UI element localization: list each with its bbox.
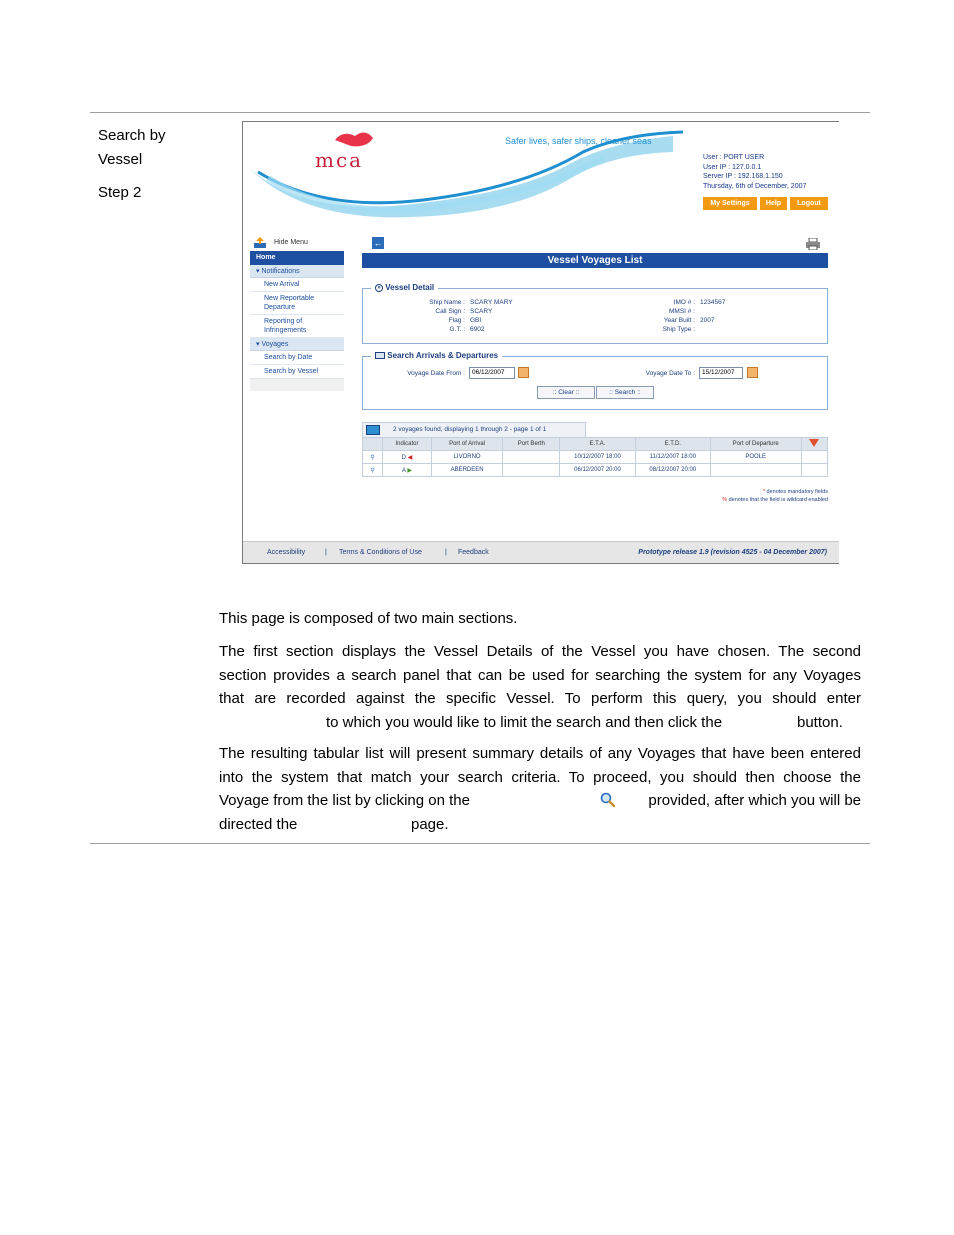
- header-indicator[interactable]: Indicator: [383, 438, 432, 451]
- view-voyage-icon[interactable]: ⚲: [363, 451, 383, 464]
- my-settings-button[interactable]: My Settings: [703, 197, 757, 210]
- side-menu: [250, 235, 344, 391]
- header-port-of-arrival[interactable]: Port of Arrival: [431, 438, 503, 451]
- header-etd[interactable]: E.T.D.: [635, 438, 710, 451]
- footer: [243, 541, 839, 563]
- imo-label: IMO # :: [673, 299, 695, 306]
- bottom-rule: [90, 843, 870, 844]
- flag-value: GBI: [470, 317, 482, 324]
- flag-label: Flag :: [448, 317, 465, 324]
- menu-item-new-reportable-departure[interactable]: New Reportable Departure: [250, 292, 344, 315]
- berth-cell: [503, 464, 560, 477]
- berth-cell: [503, 451, 560, 464]
- header-eta[interactable]: E.T.A.: [560, 438, 636, 451]
- indicator-cell: D ◀: [383, 451, 432, 464]
- date-to-calendar-icon[interactable]: [747, 367, 758, 378]
- user-info: User : PORT USER User IP : 127.0.0.1 Server IP : 192.168.1.150 Thursday, 6th of December, 2007: [703, 154, 807, 190]
- arrival-cell: LIVORNO: [431, 451, 503, 464]
- empty-cell: [801, 451, 827, 464]
- search-button[interactable]: :: Search ::: [596, 386, 654, 399]
- help-button[interactable]: Help: [760, 197, 787, 210]
- departure-arrow-icon: ◀: [407, 454, 413, 461]
- results-summary-tab: 2 voyages found, displaying 1 through 2 - page 1 of 1: [362, 422, 586, 437]
- date-to-input[interactable]: 15/12/2007: [699, 367, 743, 379]
- paragraph-3: The resulting tabular list will present summary details of any Voyages that have been entered into the system that match your search criteria. To proceed, you should then choose the Voyage from the list by clicking on the provided, after which you will be directed the page.: [219, 745, 861, 833]
- wildcard-note: % denotes that the field is wildcard enabled: [722, 497, 828, 503]
- hide-menu-icon: [254, 237, 266, 248]
- calendar-list-icon: [375, 352, 385, 359]
- imo-value: 1234567: [700, 299, 726, 306]
- menu-home[interactable]: Home: [250, 251, 344, 265]
- menu-voyages[interactable]: ▾ Voyages: [250, 338, 344, 351]
- gt-label: G.T. :: [449, 326, 465, 333]
- ship-name-value: SCARY MARY: [470, 299, 513, 306]
- release-info: Prototype release 1.9 (revision 4525 - 04 December 2007): [638, 549, 827, 556]
- arrival-cell: ABERDEEN: [431, 464, 503, 477]
- vessel-detail-legend: » Vessel Detail: [371, 282, 438, 294]
- menu-item-search-by-date[interactable]: Search by Date: [250, 351, 344, 365]
- etd-cell: 11/12/2007 18:00: [635, 451, 710, 464]
- menu-item-reporting-of-infringements[interactable]: Reporting of Infringements: [250, 315, 344, 338]
- year-built-value: 2007: [700, 317, 715, 324]
- call-sign-label: Call Sign :: [435, 308, 465, 315]
- step-title: Search by Vessel: [98, 127, 166, 168]
- printer-icon[interactable]: [806, 237, 820, 249]
- year-built-label: Year Built :: [663, 317, 695, 324]
- call-sign-value: SCARY: [470, 308, 493, 315]
- menu-item-new-arrival[interactable]: New Arrival: [250, 278, 344, 292]
- indicator-cell: A ▶: [383, 464, 432, 477]
- date-from-input[interactable]: 06/12/2007: [469, 367, 515, 379]
- hide-menu-button[interactable]: Hide Menu: [250, 235, 344, 251]
- table-header-row: [363, 438, 828, 451]
- departure-cell: POOLE: [710, 451, 801, 464]
- gt-value: 6902: [470, 326, 485, 333]
- search-panel: [362, 351, 828, 410]
- top-rule: [90, 112, 870, 113]
- app-screenshot: [242, 121, 839, 564]
- monitor-icon: [366, 425, 380, 435]
- table-row: [363, 451, 828, 464]
- page-title: Vessel Voyages List: [362, 253, 828, 268]
- date-to-label: Voyage Date To :: [645, 370, 695, 377]
- table-row: [363, 464, 828, 477]
- date-from-calendar-icon[interactable]: [518, 367, 529, 378]
- slogan: Safer lives, safer ships, cleaner seas: [505, 136, 652, 146]
- footer-link-accessibility[interactable]: Accessibility: [267, 549, 306, 556]
- date-from-label: Voyage Date From :: [407, 370, 465, 377]
- menu-item-search-by-vessel[interactable]: Search by Vessel: [250, 365, 344, 379]
- step-number: Step 2: [98, 184, 142, 201]
- search-panel-legend: Search Arrivals & Departures: [371, 350, 502, 362]
- ship-type-label: Ship Type :: [662, 326, 695, 333]
- paragraph-1: This page is composed of two main sections.: [219, 610, 518, 627]
- footer-link-terms[interactable]: Terms & Conditions of Use: [339, 549, 422, 556]
- header-port-berth[interactable]: Port Berth: [503, 438, 560, 451]
- departure-cell: [710, 464, 801, 477]
- arrival-arrow-icon: ▶: [407, 467, 412, 474]
- view-voyage-icon[interactable]: ⚲: [363, 464, 383, 477]
- etd-cell: 08/12/2007 20:00: [635, 464, 710, 477]
- clear-button[interactable]: :: Clear ::: [537, 386, 595, 399]
- mandatory-note: * denotes mandatory fields: [762, 489, 828, 495]
- magnifier-icon: [600, 792, 616, 808]
- footer-separator: |: [445, 549, 447, 556]
- menu-fill: [250, 379, 344, 391]
- footer-link-feedback[interactable]: Feedback: [458, 549, 489, 556]
- paragraph-2: The first section displays the Vessel Details of the Vessel you have chosen. The second section provides a search panel that can be used for searching the system for any Voyages that are recorded against the specific Vessel. To perform this query, you should enter to which you would like to limit the search and then click the button.: [219, 643, 861, 731]
- mmsi-label: MMSI # :: [668, 308, 695, 315]
- eta-cell: 06/12/2007 20:00: [560, 464, 636, 477]
- header-view: [363, 438, 383, 451]
- collapse-icon[interactable]: »: [375, 284, 383, 292]
- menu-notifications[interactable]: ▾ Notifications: [250, 265, 344, 278]
- back-icon[interactable]: ←: [373, 238, 383, 248]
- header-port-of-departure[interactable]: Port of Departure: [710, 438, 801, 451]
- empty-cell: [801, 464, 827, 477]
- logout-button[interactable]: Logout: [790, 197, 828, 210]
- filter-icon[interactable]: [801, 438, 827, 451]
- voyages-table: [362, 437, 828, 477]
- mca-logo: mca: [315, 148, 364, 172]
- ship-name-label: Ship Name :: [429, 299, 465, 306]
- vessel-detail-panel: [362, 283, 828, 344]
- footer-separator: |: [325, 549, 327, 556]
- eta-cell: 10/12/2007 18:00: [560, 451, 636, 464]
